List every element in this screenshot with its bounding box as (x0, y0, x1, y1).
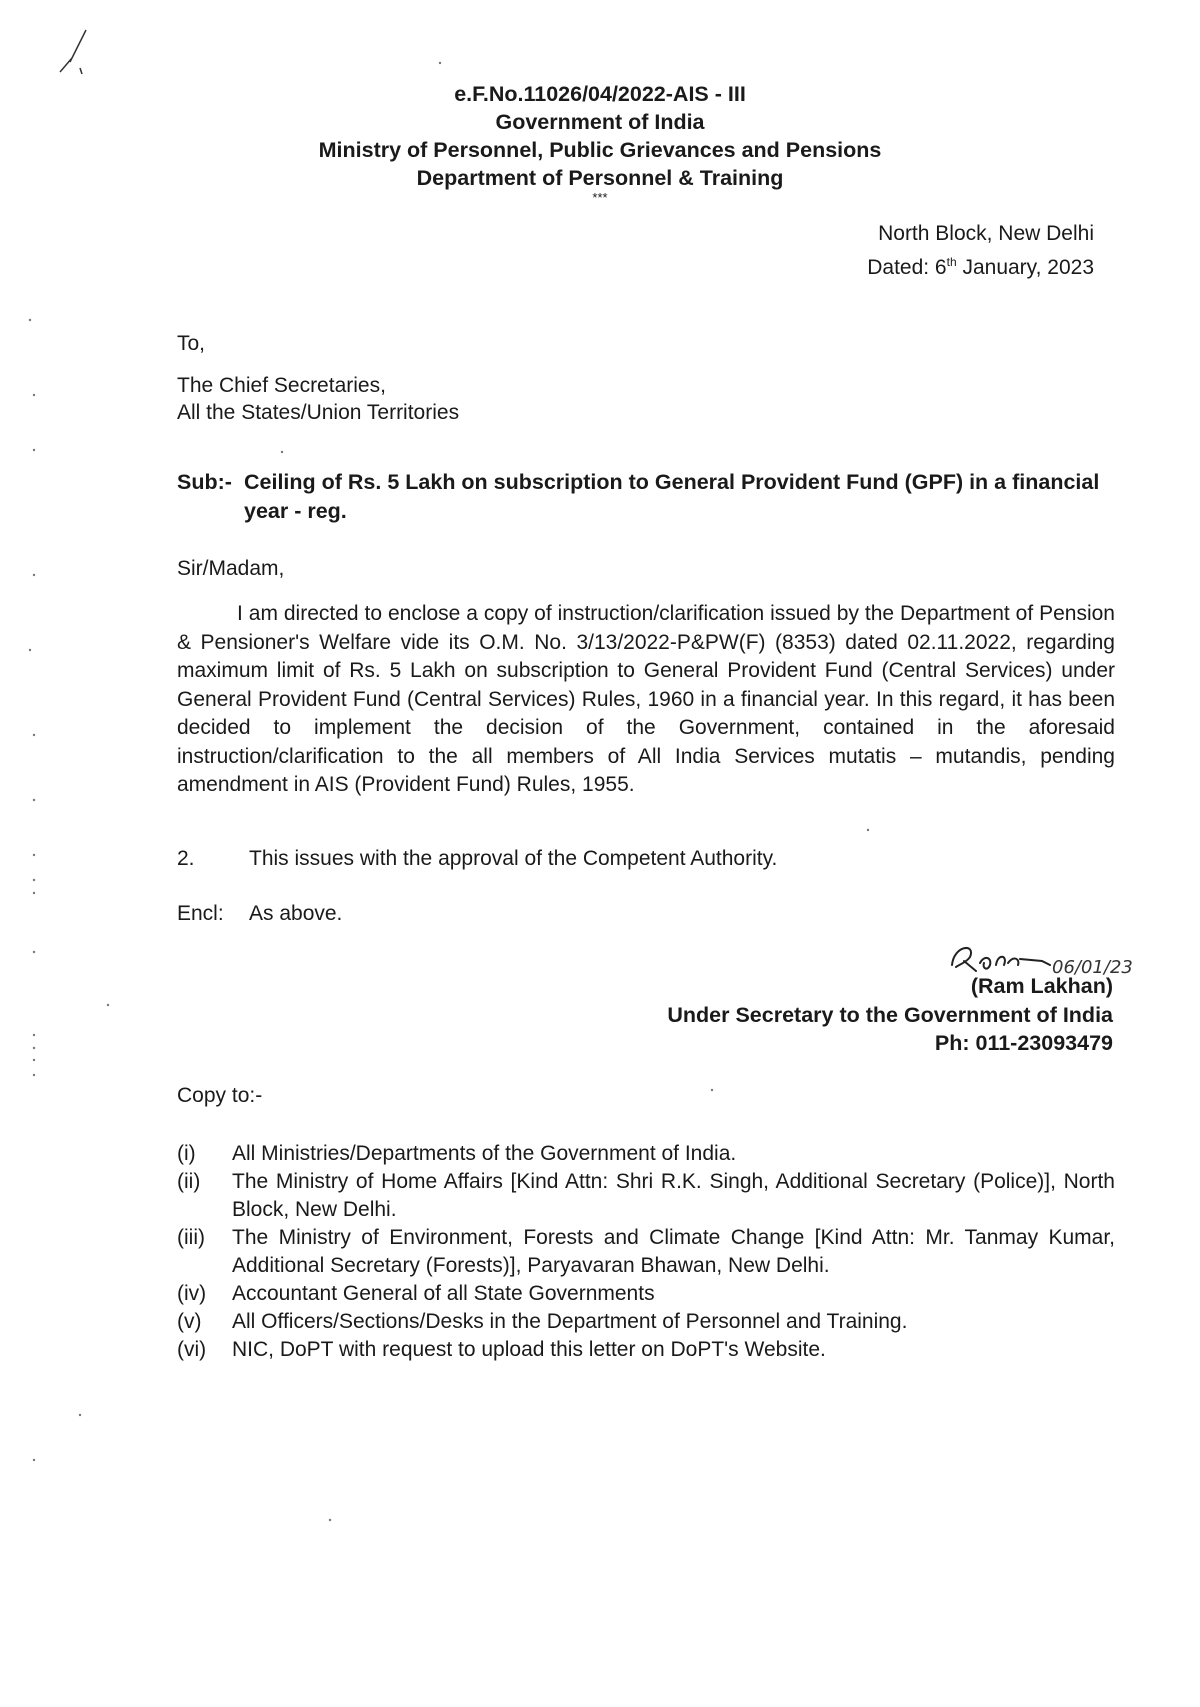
addressee (177, 372, 459, 426)
department-name: Department of Personnel & Training (416, 166, 784, 190)
signatory-phone: Ph: 011-23093479 (934, 1031, 1113, 1055)
place-and-date (867, 220, 1094, 282)
svg-text:06/01/23: 06/01/23 (1052, 957, 1133, 978)
subject (177, 468, 1115, 526)
enclosure-label: Encl: (177, 902, 224, 925)
signatory-name: (Ram Lakhan) (970, 974, 1113, 998)
list-item: (i) All Ministries/Departments of the Government of India. (177, 1142, 737, 1165)
list-item: (ii) The Ministry of Home Affairs [Kind Attn: Shri R.K. Singh, Additional Secretary (Police)], North Block, New Delhi. (177, 1170, 1115, 1221)
list-item: (v) All Officers/Sections/Desks in the Department of Personnel and Training. (177, 1310, 908, 1333)
signatory-designation: Under Secretary to the Government of India (667, 1002, 1113, 1027)
copy-to-list (177, 1140, 1115, 1364)
addressee-line-1: The Chief Secretaries, (177, 374, 386, 397)
addressee-line-2: All the States/Union Territories (177, 401, 460, 424)
enclosure-text: As above. (249, 902, 343, 925)
addressee-to: To, (177, 332, 206, 355)
signature-block (667, 972, 1113, 1058)
letter-header (0, 80, 1200, 204)
subject-text: Ceiling of Rs. 5 Lakh on subscription to General Provident Fund (GPF) in a financial year - reg. (244, 470, 1100, 523)
ministry-name: Ministry of Personnel, Public Grievances and Pensions (318, 138, 882, 162)
government-name: Government of India (495, 110, 705, 134)
point-2-number: 2. (177, 847, 195, 870)
point-2 (177, 845, 777, 873)
location: North Block, New Delhi (878, 222, 1094, 245)
date: Dated: 6th January, 2023 (867, 255, 1094, 279)
file-number: e.F.No.11026/04/2022-AIS - III (454, 82, 746, 106)
list-item: (iv) Accountant General of all State Governments (177, 1282, 655, 1305)
header-separator: *** (592, 190, 608, 205)
point-2-text: This issues with the approval of the Competent Authority. (249, 847, 778, 870)
copy-to-heading: Copy to:- (177, 1084, 263, 1107)
subject-label: Sub:- (177, 470, 232, 494)
enclosure (177, 900, 342, 928)
salutation: Sir/Madam, (177, 557, 285, 580)
list-item: (vi) NIC, DoPT with request to upload this letter on DoPT's Website. (177, 1338, 826, 1361)
list-item: (iii) The Ministry of Environment, Forests and Climate Change [Kind Attn: Mr. Tanmay Kumar, Additional Secretary (Forests)], Paryavaran Bhawan, New Delhi. (177, 1226, 1115, 1277)
body-paragraph: I am directed to enclose a copy of instruction/clarification issued by the Department of Pension & Pensioner's Welfare vide its O.M. No. 3/13/2022-P&PW(F) (8353) dated 02.11.2022, regarding maximum limit of Rs. 5 Lakh on subscription to General Provident Fund (Central Services) under General Provident Fund (Central Services) Rules, 1960 in a financial year. In this regard, it has been decided to implement the decision of the Government, contained in the aforesaid instruction/clarification to the all members of All India Services mutatis – mutandis, pending amendment in AIS (Provident Fund) Rules, 1955. (177, 602, 1115, 796)
